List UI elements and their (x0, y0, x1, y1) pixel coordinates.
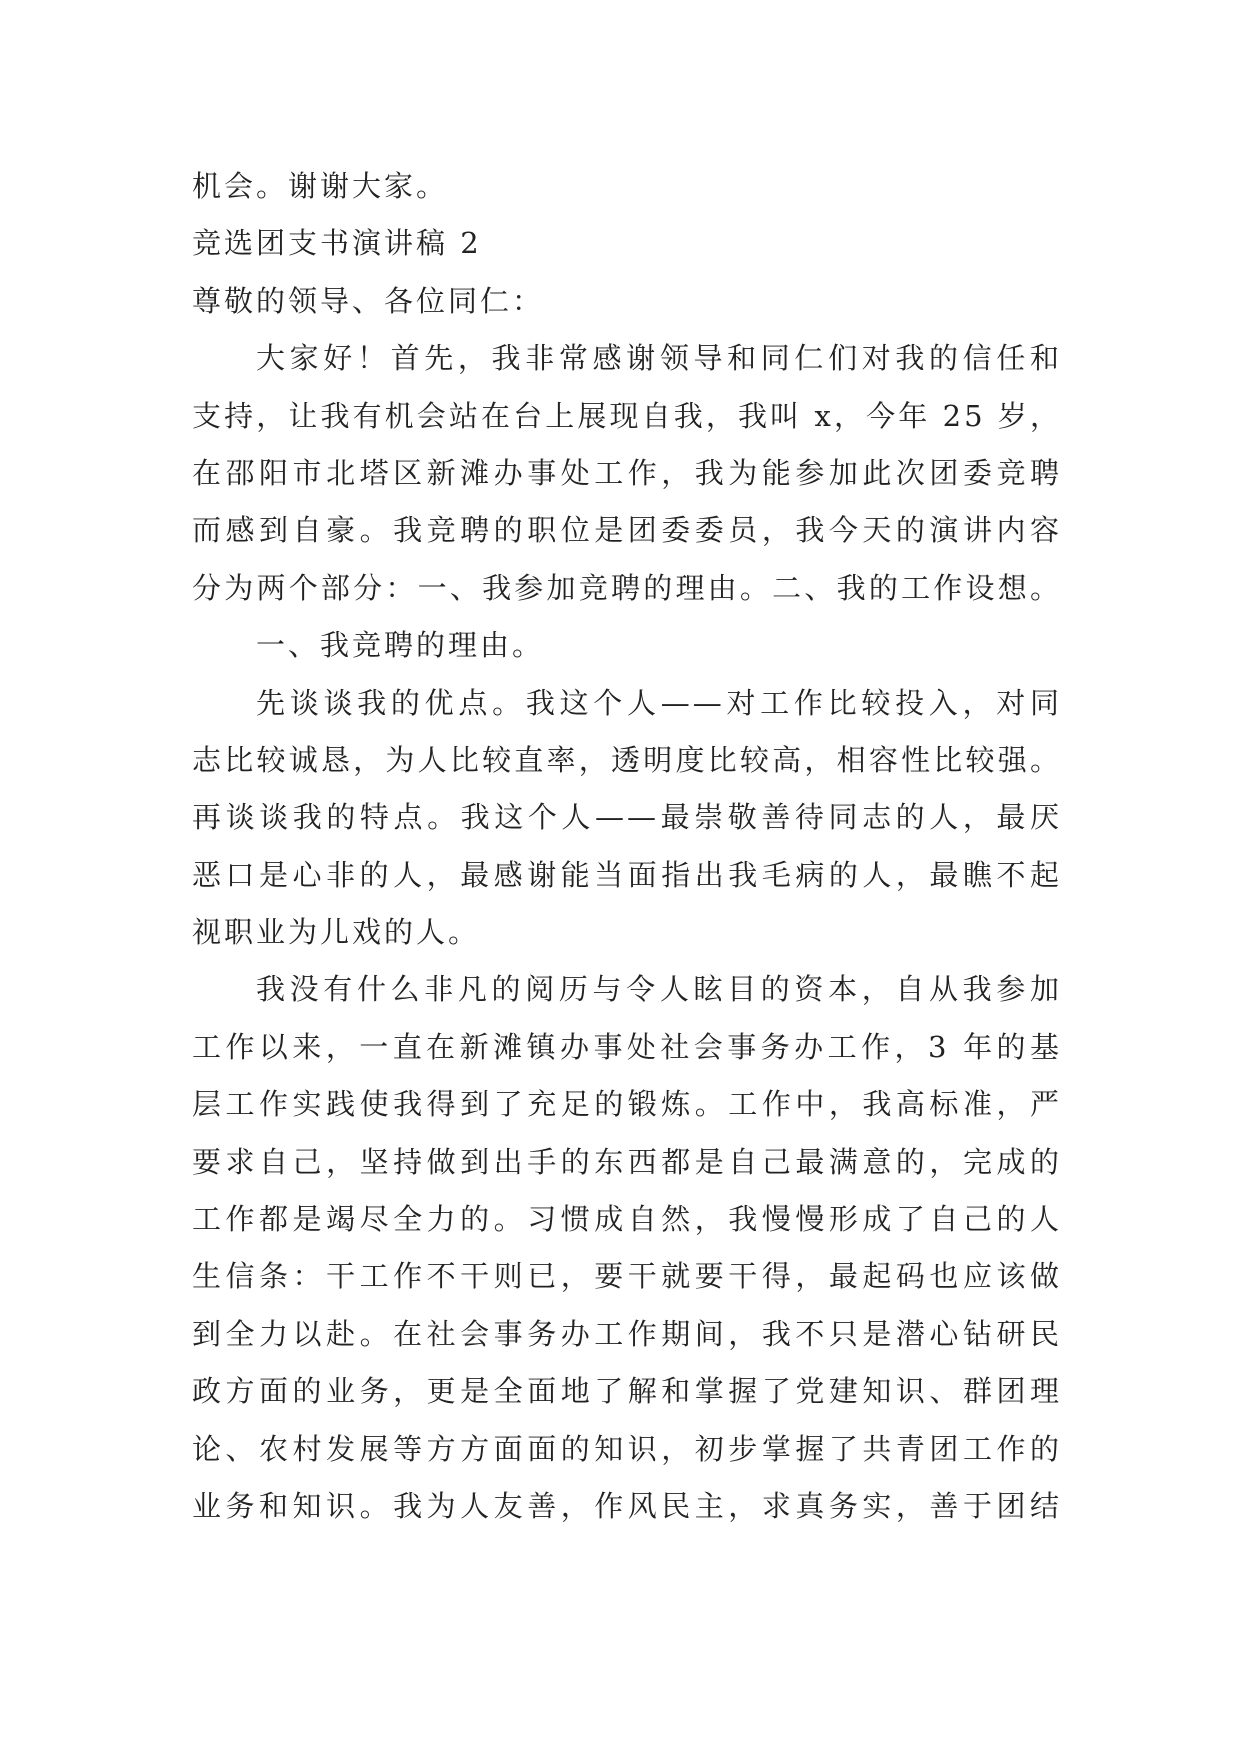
text-line: 先谈谈我的优点。我这个人——对工作比较投入，对同 (256, 685, 1062, 720)
text-line: 视职业为儿戏的人。 (192, 915, 481, 950)
text-line: 到全力以赴。在社会事务办工作期间，我不只是潜心钻研民 (192, 1316, 1062, 1351)
text-line: 我没有什么非凡的阅历与令人眩目的资本，自从我参加 (256, 972, 1062, 1007)
salutation: 尊敬的领导、各位同仁： (192, 283, 545, 318)
text-line: 而感到自豪。我竞聘的职位是团委委员，我今天的演讲内容 (192, 513, 1062, 548)
text-line: 工作都是竭尽全力的。习惯成自然，我慢慢形成了自己的人 (192, 1202, 1062, 1237)
text-line: 政方面的业务，更是全面地了解和掌握了党建知识、群团理 (192, 1374, 1062, 1409)
text-line: 支持，让我有机会站在台上展现自我，我叫 x，今年 25 岁， (192, 398, 1062, 433)
text-line: 大家好！首先，我非常感谢领导和同仁们对我的信任和 (256, 341, 1062, 376)
text-line: 层工作实践使我得到了充足的锻炼。工作中，我高标准，严 (192, 1087, 1062, 1122)
text-line: 分为两个部分：一、我参加竞聘的理由。二、我的工作设想。 (192, 570, 1062, 605)
text-line: 再谈谈我的特点。我这个人——最崇敬善待同志的人，最厌 (192, 800, 1062, 835)
text-line: 机会。谢谢大家。 (192, 169, 449, 203)
document-body (192, 158, 1062, 1535)
text-line: 工作以来，一直在新滩镇办事处社会事务办工作，3 年的基 (192, 1029, 1062, 1064)
text-line: 论、农村发展等方方面面的知识，初步掌握了共青团工作的 (192, 1431, 1062, 1466)
text-line: 恶口是心非的人，最感谢能当面指出我毛病的人，最瞧不起 (192, 857, 1062, 892)
text-line: 业务和知识。我为人友善，作风民主，求真务实，善于团结 (192, 1488, 1062, 1523)
section-heading: 竞选团支书演讲稿 2 (192, 226, 482, 261)
text-line: 生信条：干工作不干则已，要干就要干得，最起码也应该做 (192, 1259, 1062, 1294)
text-line: 志比较诚恳，为人比较直率，透明度比较高，相容性比较强。 (192, 742, 1062, 777)
text-line: 在邵阳市北塔区新滩办事处工作，我为能参加此次团委竞聘 (192, 455, 1062, 490)
subheading: 一、我竞聘的理由。 (256, 628, 545, 663)
text-line: 要求自己，坚持做到出手的东西都是自己最满意的，完成的 (192, 1144, 1062, 1179)
